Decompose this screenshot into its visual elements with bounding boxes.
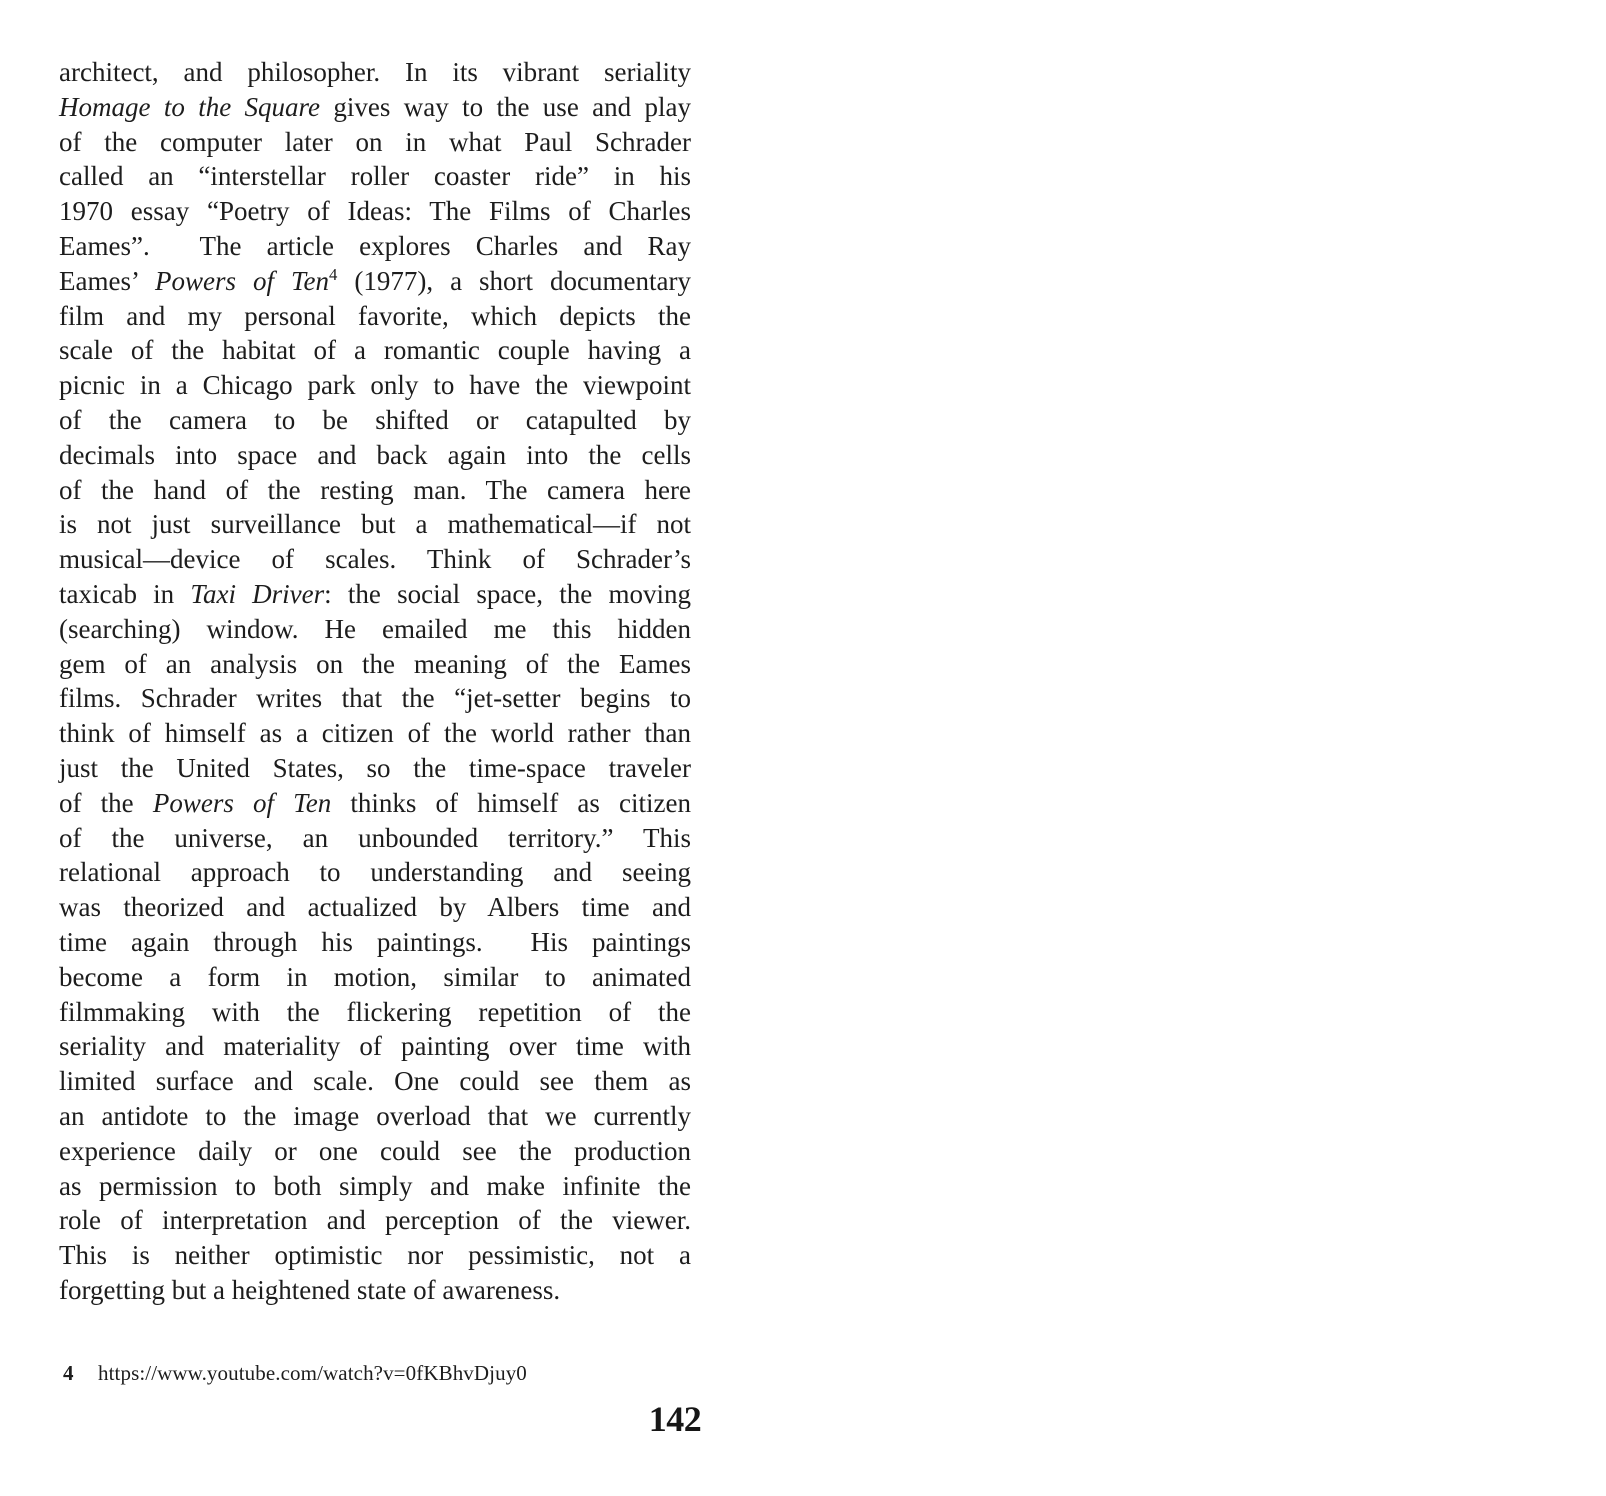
text-line: This is neither optimistic nor pessimistic, not a <box>59 1240 691 1271</box>
text-line: films. Schrader writes that the “jet-setter begins to <box>59 683 691 714</box>
text-line: (searching) window. He emailed me this hidden <box>59 613 691 644</box>
text-line: Eames’ Powers of Ten$^4$ (1977), a short documentary <box>59 264 691 296</box>
text-line: 1970 essay “Poetry of Ideas: The Films of Charles <box>59 196 691 227</box>
text-line: decimals into space and back again into the cells <box>59 439 691 470</box>
text-line: called an “interstellar roller coaster ride” in his <box>59 161 691 192</box>
text-line: film and my personal favorite, which depicts the <box>59 300 691 331</box>
text-line: become a form in motion, similar to animated <box>59 961 691 992</box>
text-line: Eames”. The article explores Charles and Ray <box>59 230 691 261</box>
text-line: seriality and materiality of painting over time with <box>59 1031 691 1062</box>
text-line: limited surface and scale. One could see them as <box>59 1066 691 1097</box>
text-line: picnic in a Chicago park only to have the viewpoint <box>59 370 691 401</box>
text-line: was theorized and actualized by Albers time and <box>59 892 691 923</box>
text-line: think of himself as a citizen of the world rather than <box>59 718 691 749</box>
footnote-reference: 4 <box>328 264 338 284</box>
text-line: just the United States, so the time-space traveler <box>59 752 691 783</box>
text-line: as permission to both simply and make infinite the <box>59 1170 691 1201</box>
text-line: of the camera to be shifted or catapulted by <box>59 404 691 435</box>
text-line: scale of the habitat of a romantic couple having a <box>59 335 691 366</box>
text-line: relational approach to understanding and seeing <box>59 857 691 888</box>
text-line: forgetting but a heightened state of awareness. <box>59 1274 561 1305</box>
text-line: an antidote to the image overload that we currently <box>59 1100 691 1131</box>
text-line: of the universe, an unbounded territory.” This <box>59 822 691 853</box>
text-line: time again through his paintings. His paintings <box>59 926 691 957</box>
text-line: of the Powers of Ten thinks of himself as citizen <box>59 787 691 818</box>
body-text <box>59 55 691 1308</box>
text-line: role of interpretation and perception of the viewer. <box>59 1205 691 1236</box>
text-line: gem of an analysis on the meaning of the Eames <box>59 648 691 679</box>
text-line: Homage to the Square gives way to the use and play <box>59 91 691 122</box>
footnote-marker: 4 <box>63 1361 74 1385</box>
text-line: taxicab in Taxi Driver: the social space, the moving <box>59 578 691 609</box>
page-number: 142 <box>648 1399 702 1439</box>
footnote <box>63 1360 703 1386</box>
text-line: filmmaking with the flickering repetition of the <box>59 996 691 1027</box>
text-line: musical—device of scales. Think of Schrader’s <box>59 544 691 575</box>
text-line: experience daily or one could see the production <box>59 1135 691 1166</box>
text-line: of the hand of the resting man. The camera here <box>59 474 691 505</box>
text-line: of the computer later on in what Paul Schrader <box>59 126 691 157</box>
text-line: is not just surveillance but a mathematical—if not <box>59 509 691 540</box>
footnote-url: https://www.youtube.com/watch?v=0fKBhvDjuy0 <box>98 1361 527 1385</box>
text-line: architect, and philosopher. In its vibrant seriality <box>59 57 691 87</box>
